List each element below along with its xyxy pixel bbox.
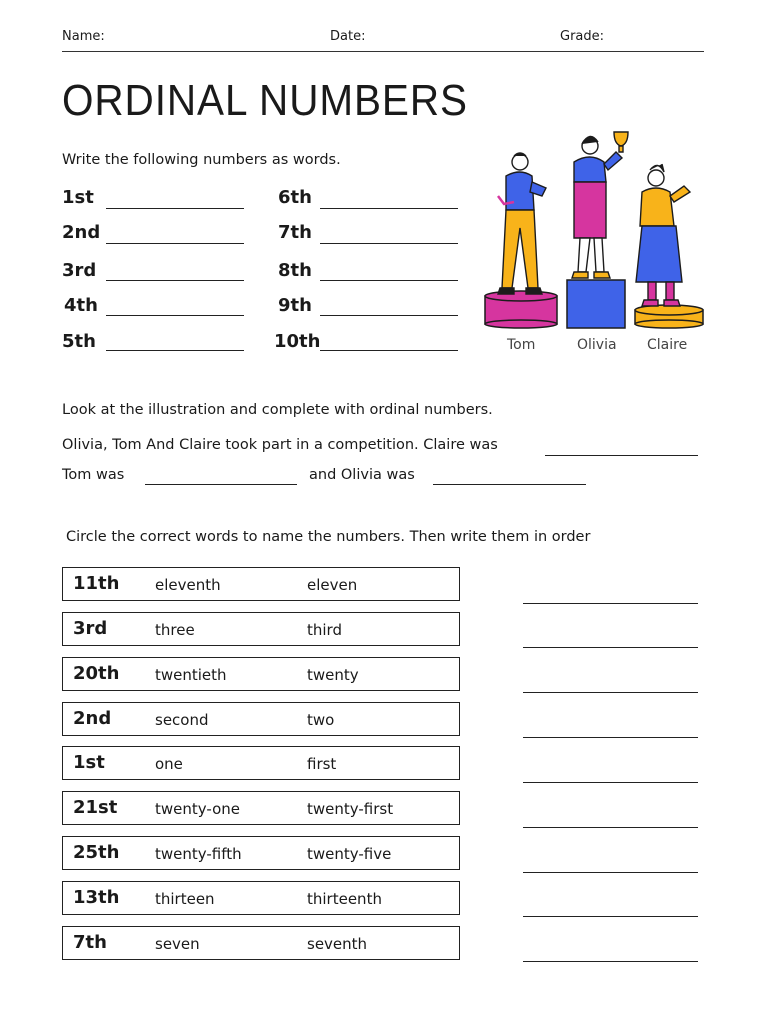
ordinal-7th: 7th	[278, 222, 312, 243]
row-number: 1st	[73, 752, 105, 773]
order-answer-line[interactable]	[523, 872, 698, 873]
section1-instruction: Write the following numbers as words.	[62, 152, 341, 168]
order-answer-line[interactable]	[523, 827, 698, 828]
ordinal-4th: 4th	[64, 295, 98, 316]
header-rule	[62, 51, 704, 52]
row-number: 11th	[73, 573, 120, 594]
order-answer-line[interactable]	[523, 961, 698, 962]
row-number: 3rd	[73, 618, 108, 639]
word-option[interactable]: seventh	[307, 935, 368, 953]
word-option[interactable]: twenty-five	[307, 845, 392, 863]
podium-illustration	[470, 126, 710, 336]
row-number: 7th	[73, 932, 107, 953]
word-option[interactable]: twenty	[307, 666, 359, 684]
word-option[interactable]: eleven	[307, 576, 358, 594]
section2-instruction: Look at the illustration and complete with ordinal numbers.	[62, 402, 493, 418]
order-answer-line[interactable]	[523, 916, 698, 917]
answer-blank-6th[interactable]	[320, 208, 458, 209]
ordinal-9th: 9th	[278, 295, 312, 316]
tom-was-label: Tom was	[62, 467, 125, 483]
table-row	[62, 791, 460, 825]
table-row	[62, 702, 460, 736]
word-option[interactable]: third	[307, 621, 342, 639]
order-answer-line[interactable]	[523, 647, 698, 648]
ordinal-1st: 1st	[62, 187, 94, 208]
order-answer-line[interactable]	[523, 737, 698, 738]
word-option[interactable]: one	[155, 755, 183, 773]
word-option[interactable]: twentieth	[155, 666, 227, 684]
olivia-figure	[572, 132, 628, 278]
word-option[interactable]: thirteen	[155, 890, 215, 908]
row-number: 2nd	[73, 708, 112, 729]
page-title: ORDINAL NUMBERS	[62, 76, 468, 125]
word-option[interactable]: seven	[155, 935, 200, 953]
answer-blank-3rd[interactable]	[106, 280, 244, 281]
word-option[interactable]: three	[155, 621, 195, 639]
table-row	[62, 836, 460, 870]
grade-label: Grade:	[560, 29, 605, 44]
answer-blank-9th[interactable]	[320, 315, 458, 316]
ordinal-10th: 10th	[274, 331, 321, 352]
answer-blank-10th[interactable]	[320, 350, 458, 351]
sentence-competition: Olivia, Tom And Claire took part in a competition. Claire was	[62, 437, 498, 453]
ordinal-5th: 5th	[62, 331, 96, 352]
order-answer-line[interactable]	[523, 782, 698, 783]
tom-podium	[485, 291, 557, 328]
answer-blank-1st[interactable]	[106, 208, 244, 209]
caption-tom: Tom	[507, 337, 536, 353]
ordinal-8th: 8th	[278, 260, 312, 281]
word-option[interactable]: twenty-one	[155, 800, 240, 818]
table-row	[62, 746, 460, 780]
word-option[interactable]: thirteenth	[307, 890, 382, 908]
claire-podium	[635, 305, 703, 328]
word-option[interactable]: two	[307, 711, 335, 729]
tom-figure	[498, 153, 546, 294]
word-option[interactable]: twenty-fifth	[155, 845, 242, 863]
table-row	[62, 881, 460, 915]
name-label: Name:	[62, 29, 105, 44]
olivia-place-blank[interactable]	[433, 484, 586, 485]
answer-blank-7th[interactable]	[320, 243, 458, 244]
ordinal-3rd: 3rd	[62, 260, 97, 281]
row-number: 21st	[73, 797, 118, 818]
claire-place-blank[interactable]	[545, 455, 698, 456]
caption-olivia: Olivia	[577, 337, 617, 353]
table-row	[62, 926, 460, 960]
answer-blank-4th[interactable]	[106, 315, 244, 316]
word-option[interactable]: second	[155, 711, 209, 729]
row-number: 20th	[73, 663, 120, 684]
olivia-podium	[567, 280, 625, 328]
word-option[interactable]: first	[307, 755, 337, 773]
table-row	[62, 657, 460, 691]
order-answer-line[interactable]	[523, 603, 698, 604]
order-answer-line[interactable]	[523, 692, 698, 693]
date-label: Date:	[330, 29, 366, 44]
row-number: 25th	[73, 842, 120, 863]
answer-blank-8th[interactable]	[320, 280, 458, 281]
answer-blank-2nd[interactable]	[106, 243, 244, 244]
section3-instruction: Circle the correct words to name the numbers. Then write them in order	[66, 529, 591, 545]
ordinal-6th: 6th	[278, 187, 312, 208]
word-option[interactable]: eleventh	[155, 576, 221, 594]
answer-blank-5th[interactable]	[106, 350, 244, 351]
table-row	[62, 567, 460, 601]
word-option[interactable]: twenty-first	[307, 800, 394, 818]
tom-place-blank[interactable]	[145, 484, 297, 485]
row-number: 13th	[73, 887, 120, 908]
table-row	[62, 612, 460, 646]
ordinal-2nd: 2nd	[62, 222, 101, 243]
caption-claire: Claire	[647, 337, 688, 353]
olivia-was-label: and Olivia was	[309, 467, 415, 483]
claire-figure	[636, 164, 690, 306]
